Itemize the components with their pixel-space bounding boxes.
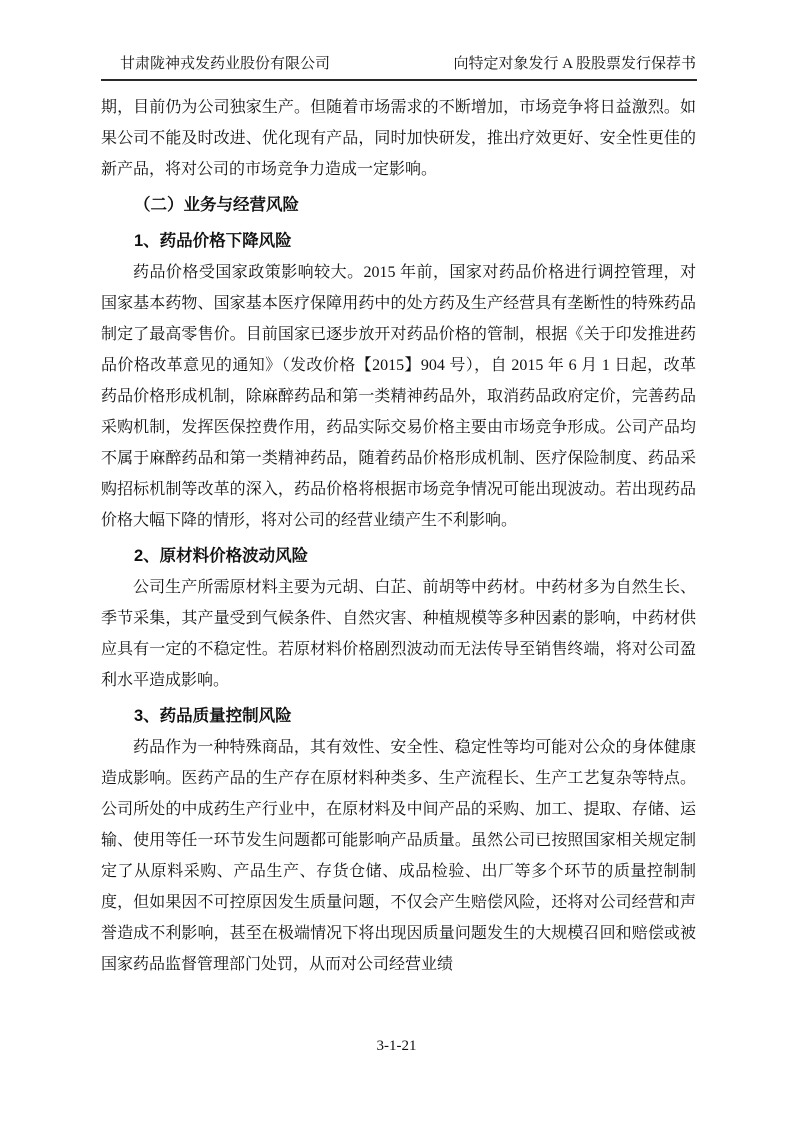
section-heading-business-operation-risk: （二）业务与经营风险 xyxy=(134,196,299,214)
subsection-paragraph: 药品价格受国家政策影响较大。2015 年前，国家对药品价格进行调控管理，对国家基本药物、国家基本医疗保障用药中的处方药及生产经营具有垄断性的特殊药品制定了最高零售价。目前国家已逐步放开对药品价格的管制，根据《关于印发推进药品价格改革意见的通知》（发改价格【2015】904 号），自 2015 年 6 月 1 日起，改革药品价格形成机制，除麻醉药品和第一类精神药品外，取消药品政府定价，完善药品采购机制，发挥医保控费作用，药品实际交易价格主要由市场竞争形成。公司产品均不属于麻醉药品和第一类精神药品，随着药品价格形成机制、医疗保险制度、药品采购招标机制等改革的深入，药品价格将根据市场竞争情况可能出现波动。若出现药品价格大幅下降的情形，将对公司的经营业绩产生不利影响。 xyxy=(101,264,696,529)
page-footer xyxy=(0,1036,793,1056)
header-document-title: 向特定对象发行 A 股股票发行保荐书 xyxy=(453,56,696,72)
subsection-paragraph: 药品作为一种特殊商品，其有效性、安全性、稳定性等均可能对公众的身体健康造成影响。医药产品的生产存在原材料种类多、生产流程长、生产工艺复杂等特点。公司所处的中成药生产行业中，在原材料及中间产品的采购、加工、提取、存储、运输、使用等任一环节发生问题都可能影响产品质量。虽然公司已按照国家相关规定制定了从原料采购、产品生产、存货仓储、成品检验、出厂等多个环节的质量控制制度，但如果因不可控原因发生质量问题，不仅会产生赔偿风险，还将对公司经营和声誉造成不利影响，甚至在极端情况下将出现因质量问题发生的大规模召回和赔偿或被国家药品监督管理部门处罚，从而对公司经营业绩 xyxy=(101,739,696,973)
subsection-heading: 1、药品价格下降风险 xyxy=(134,232,292,250)
subsection-paragraph: 公司生产所需原材料主要为元胡、白芷、前胡等中药材。中药材多为自然生长、季节采集，其产量受到气候条件、自然灾害、种植规模等多种因素的影响，中药材供应具有一定的不稳定性。若原材料价格剧烈波动而无法传导至销售终端，将对公司盈利水平造成影响。 xyxy=(101,579,696,689)
subsection-heading: 3、药品质量控制风险 xyxy=(134,707,292,725)
intro-paragraph: 期，目前仍为公司独家生产。但随着市场需求的不断增加，市场竞争将日益激烈。如果公司不能及时改进、优化现有产品，同时加快研发，推出疗效更好、安全性更佳的新产品，将对公司的市场竞争力造成一定影响。 xyxy=(101,99,696,178)
subsection-heading: 2、原材料价格波动风险 xyxy=(134,547,309,565)
page-number: 3-1-21 xyxy=(376,1038,417,1054)
document-body xyxy=(101,92,696,980)
subsection-drug-price-risk xyxy=(101,226,696,536)
header-company-name: 甘肃陇神戎发药业股份有限公司 xyxy=(120,56,331,72)
subsection-quality-control-risk xyxy=(101,701,696,980)
page-header xyxy=(101,54,697,81)
subsection-raw-material-price-risk xyxy=(101,541,696,696)
